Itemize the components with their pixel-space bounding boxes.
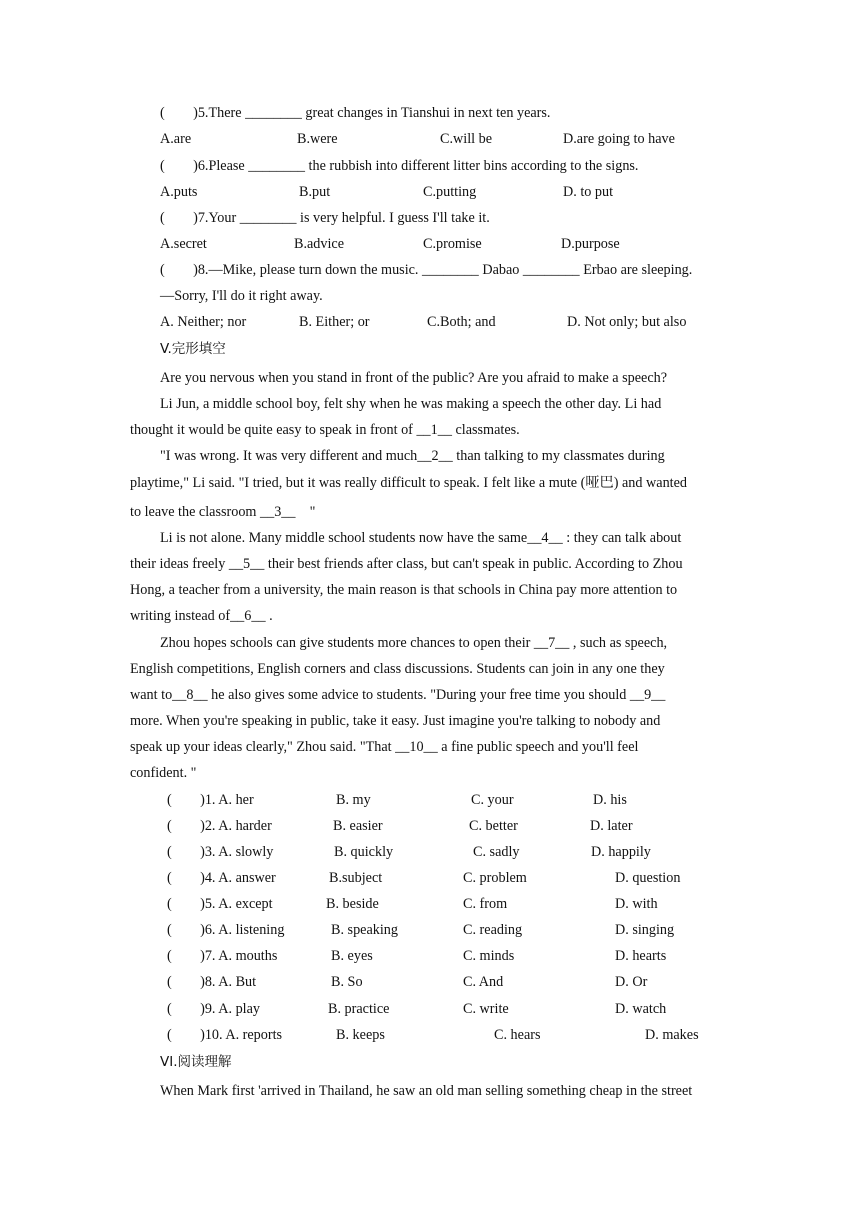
question-5-stem: ( )5.There ________ great changes in Tianshui in next ten years. xyxy=(160,105,551,121)
passage-line: speak up your ideas clearly," Zhou said. "That __10__ a fine public speech and you'll feel xyxy=(130,739,639,755)
passage-line: Li is not alone. Many middle school students now have the same__4__ : they can talk about xyxy=(160,530,682,546)
q5-option-b: B.were xyxy=(297,131,338,147)
cloze-q5-c: C. from xyxy=(463,896,508,912)
cloze-q3-d: D. happily xyxy=(591,844,651,860)
cloze-q4-d: D. question xyxy=(615,870,681,886)
passage-line: writing instead of__6__ . xyxy=(130,608,273,624)
cloze-q8: ( )8. A. But xyxy=(167,974,257,990)
q6-option-a: A.puts xyxy=(160,184,198,200)
cloze-q4: ( )4. A. answer xyxy=(167,870,276,886)
cloze-q10-c: C. hears xyxy=(494,1027,541,1043)
passage-line: Li Jun, a middle school boy, felt shy when he was making a speech the other day. Li had xyxy=(160,396,662,412)
q8-option-a: A. Neither; nor xyxy=(160,314,247,330)
cloze-q10-d: D. makes xyxy=(645,1027,699,1043)
question-8-stem-reply: —Sorry, I'll do it right away. xyxy=(160,288,323,304)
q8-option-b: B. Either; or xyxy=(299,314,370,330)
cloze-q7: ( )7. A. mouths xyxy=(167,948,278,964)
question-7-stem: ( )7.Your ________ is very helpful. I guess I'll take it. xyxy=(160,210,490,226)
passage-line: more. When you're speaking in public, take it easy. Just imagine you're talking to nobody and xyxy=(130,713,661,729)
cloze-q6-d: D. singing xyxy=(615,922,675,938)
cloze-q9-d: D. watch xyxy=(615,1001,667,1017)
cloze-q3-b: B. quickly xyxy=(334,844,394,860)
cloze-q1-b: B. my xyxy=(336,792,371,808)
cloze-q6-b: B. speaking xyxy=(331,922,398,938)
cloze-q1-c: C. your xyxy=(471,792,514,808)
cloze-q8-d: D. Or xyxy=(615,974,648,990)
passage-line: Are you nervous when you stand in front of the public? Are you afraid to make a speech? xyxy=(160,370,668,386)
cloze-q2-c: C. better xyxy=(469,818,518,834)
cloze-q3: ( )3. A. slowly xyxy=(167,844,274,860)
cloze-q4-c: C. problem xyxy=(463,870,527,886)
cloze-q10-b: B. keeps xyxy=(336,1027,385,1043)
q6-option-c: C.putting xyxy=(423,184,477,200)
cloze-q6: ( )6. A. listening xyxy=(167,922,285,938)
passage-line: want to__8__ he also gives some advice to students. "During your free time you should __9__ xyxy=(130,687,666,703)
question-6-stem: ( )6.Please ________ the rubbish into different litter bins according to the signs. xyxy=(160,158,639,174)
cloze-q6-c: C. reading xyxy=(463,922,523,938)
passage-line: thought it would be quite easy to speak in front of __1__ classmates. xyxy=(130,422,520,438)
q7-option-a: A.secret xyxy=(160,236,207,252)
passage-line: Hong, a teacher from a university, the main reason is that schools in China pay more attention to xyxy=(130,582,678,598)
cloze-q5-b: B. beside xyxy=(326,896,379,912)
question-8-stem: ( )8.—Mike, please turn down the music. ________ Dabao ________ Erbao are sleeping. xyxy=(160,262,693,278)
cloze-q2-b: B. easier xyxy=(333,818,383,834)
q5-option-a: A.are xyxy=(160,131,192,147)
q7-option-c: C.promise xyxy=(423,236,482,252)
cloze-q9-c: C. write xyxy=(463,1001,509,1017)
q7-option-b: B.advice xyxy=(294,236,345,252)
cloze-q5: ( )5. A. except xyxy=(167,896,273,912)
cloze-q9-b: B. practice xyxy=(328,1001,390,1017)
cloze-q2-d: D. later xyxy=(590,818,633,834)
cloze-q9: ( )9. A. play xyxy=(167,1001,260,1017)
cloze-q1-d: D. his xyxy=(593,792,627,808)
cloze-q7-c: C. minds xyxy=(463,948,515,964)
cloze-q10: ( )10. A. reports xyxy=(167,1027,283,1043)
q5-option-c: C.will be xyxy=(440,131,493,147)
q8-option-c: C.Both; and xyxy=(427,314,496,330)
q7-option-d: D.purpose xyxy=(561,236,620,252)
q6-option-d: D. to put xyxy=(563,184,614,200)
q6-option-b: B.put xyxy=(299,184,331,200)
cloze-q1: ( )1. A. her xyxy=(167,792,254,808)
cloze-q4-b: B.subject xyxy=(329,870,383,886)
cloze-q7-b: B. eyes xyxy=(331,948,373,964)
cloze-q5-d: D. with xyxy=(615,896,658,912)
passage-line: confident. " xyxy=(130,765,197,781)
passage-line: Zhou hopes schools can give students more chances to open their __7__ , such as speech, xyxy=(160,635,668,651)
cloze-q8-c: C. And xyxy=(463,974,504,990)
reading-passage-line: When Mark first 'arrived in Thailand, he saw an old man selling something cheap in the street xyxy=(160,1083,693,1099)
passage-line: playtime," Li said. "I tried, but it was really difficult to speak. I felt like a mute (哑巴) and wanted xyxy=(130,475,687,491)
q5-option-d: D.are going to have xyxy=(563,131,675,147)
cloze-q3-c: C. sadly xyxy=(473,844,520,860)
cloze-q8-b: B. So xyxy=(331,974,363,990)
cloze-q7-d: D. hearts xyxy=(615,948,667,964)
passage-line: English competitions, English corners and class discussions. Students can join in any one they xyxy=(130,661,665,677)
q8-option-d: D. Not only; but also xyxy=(567,314,687,330)
passage-line: their ideas freely __5__ their best friends after class, but can't speak in public. According to Zhou xyxy=(130,556,683,572)
passage-line: to leave the classroom __3__ " xyxy=(130,504,316,520)
passage-line: "I was wrong. It was very different and much__2__ than talking to my classmates during xyxy=(160,448,665,464)
section-5-title: V.完形填空 xyxy=(160,341,226,357)
section-6-title: VI.阅读理解 xyxy=(160,1054,232,1070)
cloze-q2: ( )2. A. harder xyxy=(167,818,272,834)
